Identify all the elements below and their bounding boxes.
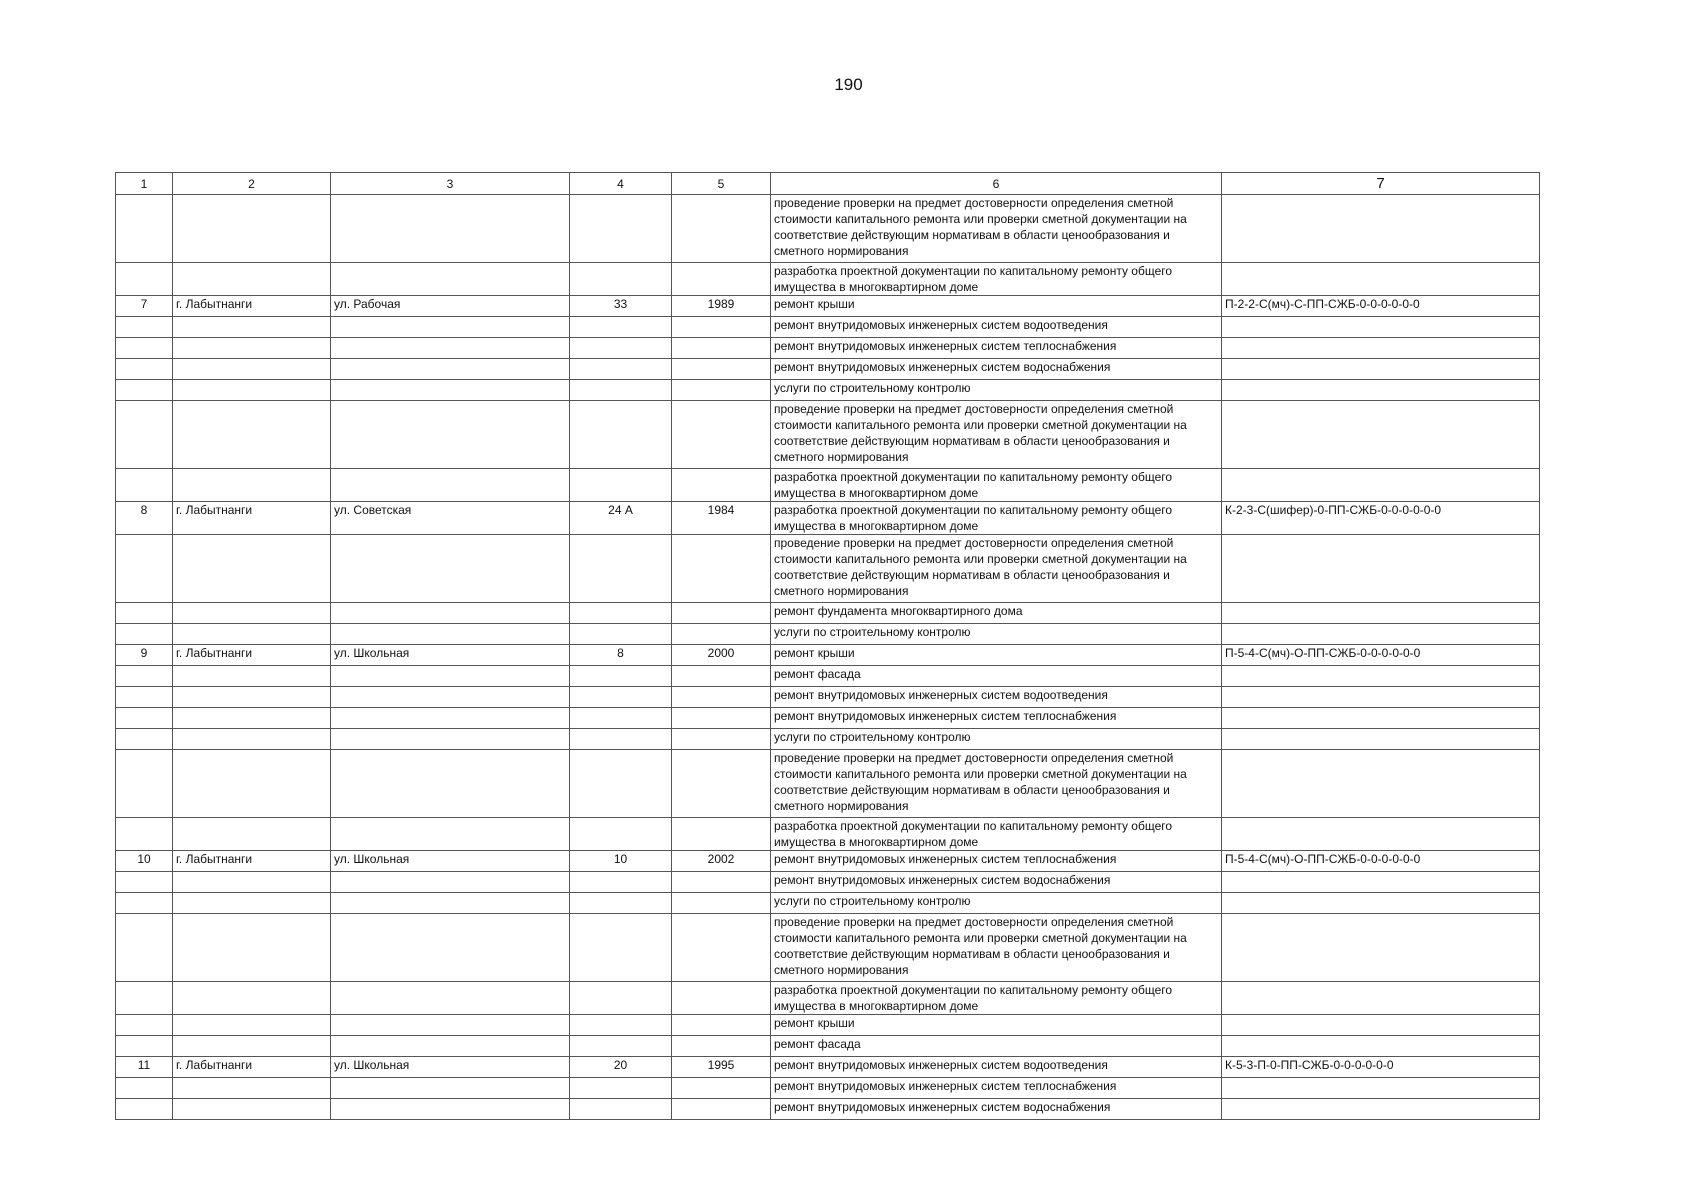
cell-work-type: ремонт фасада [771, 666, 1222, 687]
cell-city [173, 893, 331, 914]
cell-work-type: услуги по строительному контролю [771, 729, 1222, 750]
table-row [116, 1078, 1540, 1099]
cell-code [1222, 317, 1540, 338]
cell-street: ул. Школьная [331, 851, 570, 872]
cell-code [1222, 359, 1540, 380]
cell-house [570, 666, 672, 687]
cell-code [1222, 914, 1540, 982]
cell-year [672, 687, 771, 708]
table-row [116, 296, 1540, 317]
table-row [116, 1036, 1540, 1057]
table-row [116, 687, 1540, 708]
cell-street [331, 818, 570, 851]
table-row [116, 317, 1540, 338]
cell-code [1222, 818, 1540, 851]
cell-house [570, 687, 672, 708]
cell-code [1222, 729, 1540, 750]
column-header-7: 7 [1222, 173, 1540, 195]
cell-street: ул. Школьная [331, 1057, 570, 1078]
cell-house [570, 708, 672, 729]
cell-house: 33 [570, 296, 672, 317]
cell-house [570, 982, 672, 1015]
table-row [116, 502, 1540, 535]
cell-street [331, 469, 570, 502]
table-row [116, 1015, 1540, 1036]
cell-work-type: проведение проверки на предмет достоверности определения сметной стоимости капитального ремонта или проверки сметной документации на соответствие действующим нормативам в области ценообразования и сметного нормирования [771, 914, 1222, 982]
cell-number [116, 1078, 173, 1099]
cell-number: 7 [116, 296, 173, 317]
cell-number [116, 687, 173, 708]
cell-year [672, 1015, 771, 1036]
cell-city [173, 380, 331, 401]
cell-work-type: ремонт фундамента многоквартирного дома [771, 603, 1222, 624]
cell-street: ул. Советская [331, 502, 570, 535]
cell-code [1222, 872, 1540, 893]
cell-number: 10 [116, 851, 173, 872]
cell-street [331, 263, 570, 296]
cell-year [672, 263, 771, 296]
cell-code [1222, 624, 1540, 645]
cell-street: ул. Школьная [331, 645, 570, 666]
cell-house [570, 624, 672, 645]
cell-number [116, 750, 173, 818]
cell-work-type: услуги по строительному контролю [771, 380, 1222, 401]
cell-city [173, 708, 331, 729]
cell-street [331, 338, 570, 359]
cell-work-type: ремонт внутридомовых инженерных систем водоотведения [771, 687, 1222, 708]
cell-work-type: ремонт фасада [771, 1036, 1222, 1057]
table-row [116, 893, 1540, 914]
column-header-5: 5 [672, 173, 771, 195]
cell-city: г. Лабытнанги [173, 1057, 331, 1078]
cell-code: П-2-2-С(мч)-С-ПП-СЖБ-0-0-0-0-0-0 [1222, 296, 1540, 317]
cell-city [173, 469, 331, 502]
cell-work-type: услуги по строительному контролю [771, 624, 1222, 645]
cell-house: 20 [570, 1057, 672, 1078]
column-header-4: 4 [570, 173, 672, 195]
cell-house [570, 359, 672, 380]
cell-city [173, 401, 331, 469]
cell-city [173, 195, 331, 263]
cell-work-type: проведение проверки на предмет достоверности определения сметной стоимости капитального ремонта или проверки сметной документации на соответствие действующим нормативам в области ценообразования и сметного нормирования [771, 195, 1222, 263]
cell-number [116, 729, 173, 750]
table-row [116, 708, 1540, 729]
cell-number [116, 380, 173, 401]
cell-number [116, 818, 173, 851]
cell-work-type: разработка проектной документации по капитальному ремонту общего имущества в многоквартирном доме [771, 469, 1222, 502]
cell-number [116, 317, 173, 338]
cell-code [1222, 603, 1540, 624]
cell-house [570, 1099, 672, 1120]
table-row [116, 666, 1540, 687]
cell-street [331, 914, 570, 982]
cell-work-type: проведение проверки на предмет достоверности определения сметной стоимости капитального ремонта или проверки сметной документации на соответствие действующим нормативам в области ценообразования и сметного нормирования [771, 750, 1222, 818]
cell-house: 24 А [570, 502, 672, 535]
table-row [116, 535, 1540, 603]
cell-street [331, 750, 570, 818]
cell-year [672, 317, 771, 338]
cell-city [173, 1036, 331, 1057]
table-row [116, 818, 1540, 851]
cell-work-type: ремонт внутридомовых инженерных систем водоснабжения [771, 1099, 1222, 1120]
cell-city [173, 914, 331, 982]
cell-code [1222, 338, 1540, 359]
cell-city [173, 687, 331, 708]
cell-number [116, 195, 173, 263]
cell-house [570, 263, 672, 296]
cell-street: ул. Рабочая [331, 296, 570, 317]
cell-street [331, 982, 570, 1015]
cell-number [116, 1036, 173, 1057]
cell-work-type: ремонт крыши [771, 645, 1222, 666]
cell-street [331, 380, 570, 401]
cell-city: г. Лабытнанги [173, 296, 331, 317]
table-row [116, 263, 1540, 296]
cell-year: 2002 [672, 851, 771, 872]
cell-number [116, 624, 173, 645]
cell-work-type: проведение проверки на предмет достоверности определения сметной стоимости капитального ремонта или проверки сметной документации на соответствие действующим нормативам в области ценообразования и сметного нормирования [771, 401, 1222, 469]
cell-work-type: ремонт внутридомовых инженерных систем водоснабжения [771, 359, 1222, 380]
cell-work-type: проведение проверки на предмет достоверности определения сметной стоимости капитального ремонта или проверки сметной документации на соответствие действующим нормативам в области ценообразования и сметного нормирования [771, 535, 1222, 603]
cell-year [672, 893, 771, 914]
cell-year [672, 380, 771, 401]
cell-number [116, 338, 173, 359]
table-row [116, 872, 1540, 893]
cell-city [173, 729, 331, 750]
cell-house [570, 380, 672, 401]
cell-city [173, 666, 331, 687]
table-row [116, 401, 1540, 469]
cell-year [672, 750, 771, 818]
cell-house [570, 872, 672, 893]
cell-year [672, 708, 771, 729]
cell-year [672, 535, 771, 603]
column-header-3: 3 [331, 173, 570, 195]
cell-year [672, 195, 771, 263]
cell-city [173, 359, 331, 380]
cell-street [331, 1099, 570, 1120]
cell-code [1222, 195, 1540, 263]
table-row [116, 603, 1540, 624]
cell-city [173, 338, 331, 359]
table-header-row [116, 173, 1540, 195]
cell-number [116, 1099, 173, 1120]
cell-city [173, 624, 331, 645]
cell-number [116, 359, 173, 380]
cell-code: П-5-4-С(мч)-О-ПП-СЖБ-0-0-0-0-0-0 [1222, 645, 1540, 666]
cell-code [1222, 750, 1540, 818]
cell-city [173, 535, 331, 603]
cell-city [173, 982, 331, 1015]
cell-street [331, 893, 570, 914]
cell-number [116, 893, 173, 914]
cell-year [672, 872, 771, 893]
cell-house [570, 914, 672, 982]
cell-city: г. Лабытнанги [173, 851, 331, 872]
cell-code [1222, 469, 1540, 502]
cell-city [173, 317, 331, 338]
cell-street [331, 1015, 570, 1036]
cell-work-type: разработка проектной документации по капитальному ремонту общего имущества в многоквартирном доме [771, 263, 1222, 296]
cell-work-type: ремонт крыши [771, 296, 1222, 317]
page-number: 190 [834, 75, 863, 94]
cell-year [672, 666, 771, 687]
cell-street [331, 1036, 570, 1057]
table-row [116, 729, 1540, 750]
table-body [116, 195, 1540, 1120]
cell-street [331, 624, 570, 645]
cell-number: 11 [116, 1057, 173, 1078]
cell-house [570, 338, 672, 359]
table-row [116, 469, 1540, 502]
column-header-2: 2 [173, 173, 331, 195]
cell-code [1222, 1099, 1540, 1120]
cell-year: 1995 [672, 1057, 771, 1078]
cell-house [570, 195, 672, 263]
cell-city [173, 1099, 331, 1120]
cell-number [116, 1015, 173, 1036]
cell-year [672, 914, 771, 982]
table-row [116, 338, 1540, 359]
cell-street [331, 195, 570, 263]
cell-code [1222, 982, 1540, 1015]
cell-city: г. Лабытнанги [173, 645, 331, 666]
data-table [115, 172, 1540, 1120]
cell-year [672, 624, 771, 645]
cell-street [331, 708, 570, 729]
cell-street [331, 359, 570, 380]
cell-code [1222, 687, 1540, 708]
cell-year [672, 338, 771, 359]
cell-number [116, 982, 173, 1015]
column-header-1: 1 [116, 173, 173, 195]
cell-year [672, 1099, 771, 1120]
cell-house [570, 1015, 672, 1036]
cell-code [1222, 1015, 1540, 1036]
cell-code: К-2-3-С(шифер)-0-ПП-СЖБ-0-0-0-0-0-0 [1222, 502, 1540, 535]
cell-year [672, 469, 771, 502]
cell-house [570, 469, 672, 502]
cell-city [173, 603, 331, 624]
cell-year: 2000 [672, 645, 771, 666]
cell-street [331, 872, 570, 893]
table-row [116, 914, 1540, 982]
cell-street [331, 317, 570, 338]
cell-number [116, 872, 173, 893]
cell-number: 8 [116, 502, 173, 535]
cell-street [331, 535, 570, 603]
cell-house [570, 603, 672, 624]
cell-code [1222, 1078, 1540, 1099]
cell-work-type: ремонт внутридомовых инженерных систем теплоснабжения [771, 338, 1222, 359]
cell-street [331, 687, 570, 708]
cell-city [173, 1078, 331, 1099]
cell-house [570, 750, 672, 818]
cell-house: 10 [570, 851, 672, 872]
cell-house [570, 1036, 672, 1057]
cell-year [672, 1078, 771, 1099]
table-row [116, 645, 1540, 666]
cell-year: 1989 [672, 296, 771, 317]
cell-number [116, 263, 173, 296]
cell-number: 9 [116, 645, 173, 666]
table-row [116, 1057, 1540, 1078]
cell-street [331, 666, 570, 687]
cell-work-type: ремонт внутридомовых инженерных систем теплоснабжения [771, 1078, 1222, 1099]
cell-code [1222, 380, 1540, 401]
cell-code [1222, 708, 1540, 729]
cell-house [570, 535, 672, 603]
cell-number [116, 666, 173, 687]
cell-year [672, 401, 771, 469]
cell-house: 8 [570, 645, 672, 666]
cell-work-type: разработка проектной документации по капитальному ремонту общего имущества в многоквартирном доме [771, 982, 1222, 1015]
cell-street [331, 729, 570, 750]
table-row [116, 1099, 1540, 1120]
cell-year [672, 818, 771, 851]
cell-street [331, 1078, 570, 1099]
cell-city [173, 750, 331, 818]
cell-number [116, 469, 173, 502]
cell-house [570, 818, 672, 851]
table-row [116, 982, 1540, 1015]
cell-work-type: ремонт внутридомовых инженерных систем теплоснабжения [771, 851, 1222, 872]
cell-street [331, 401, 570, 469]
cell-work-type: ремонт внутридомовых инженерных систем водоотведения [771, 317, 1222, 338]
cell-city [173, 872, 331, 893]
column-header-6: 6 [771, 173, 1222, 195]
table-row [116, 624, 1540, 645]
cell-code: К-5-3-П-0-ПП-СЖБ-0-0-0-0-0-0 [1222, 1057, 1540, 1078]
table-row [116, 195, 1540, 263]
cell-year [672, 359, 771, 380]
cell-city [173, 263, 331, 296]
cell-work-type: услуги по строительному контролю [771, 893, 1222, 914]
cell-code [1222, 1036, 1540, 1057]
cell-city [173, 818, 331, 851]
cell-code [1222, 401, 1540, 469]
table-row [116, 851, 1540, 872]
cell-work-type: ремонт крыши [771, 1015, 1222, 1036]
cell-work-type: разработка проектной документации по капитальному ремонту общего имущества в многоквартирном доме [771, 818, 1222, 851]
cell-house [570, 729, 672, 750]
cell-year [672, 729, 771, 750]
cell-house [570, 317, 672, 338]
cell-number [116, 708, 173, 729]
cell-code [1222, 535, 1540, 603]
cell-code [1222, 263, 1540, 296]
cell-year [672, 603, 771, 624]
cell-work-type: ремонт внутридомовых инженерных систем теплоснабжения [771, 708, 1222, 729]
cell-code: П-5-4-С(мч)-О-ПП-СЖБ-0-0-0-0-0-0 [1222, 851, 1540, 872]
table-row [116, 750, 1540, 818]
cell-year [672, 982, 771, 1015]
cell-house [570, 893, 672, 914]
cell-code [1222, 666, 1540, 687]
cell-code [1222, 893, 1540, 914]
cell-work-type: ремонт внутридомовых инженерных систем водоснабжения [771, 872, 1222, 893]
cell-work-type: ремонт внутридомовых инженерных систем водоотведения [771, 1057, 1222, 1078]
cell-number [116, 401, 173, 469]
cell-number [116, 914, 173, 982]
cell-year: 1984 [672, 502, 771, 535]
cell-work-type: разработка проектной документации по капитальному ремонту общего имущества в многоквартирном доме [771, 502, 1222, 535]
cell-number [116, 603, 173, 624]
cell-city: г. Лабытнанги [173, 502, 331, 535]
cell-number [116, 535, 173, 603]
cell-house [570, 1078, 672, 1099]
cell-year [672, 1036, 771, 1057]
cell-street [331, 603, 570, 624]
table-row [116, 359, 1540, 380]
table-row [116, 380, 1540, 401]
cell-city [173, 1015, 331, 1036]
cell-house [570, 401, 672, 469]
